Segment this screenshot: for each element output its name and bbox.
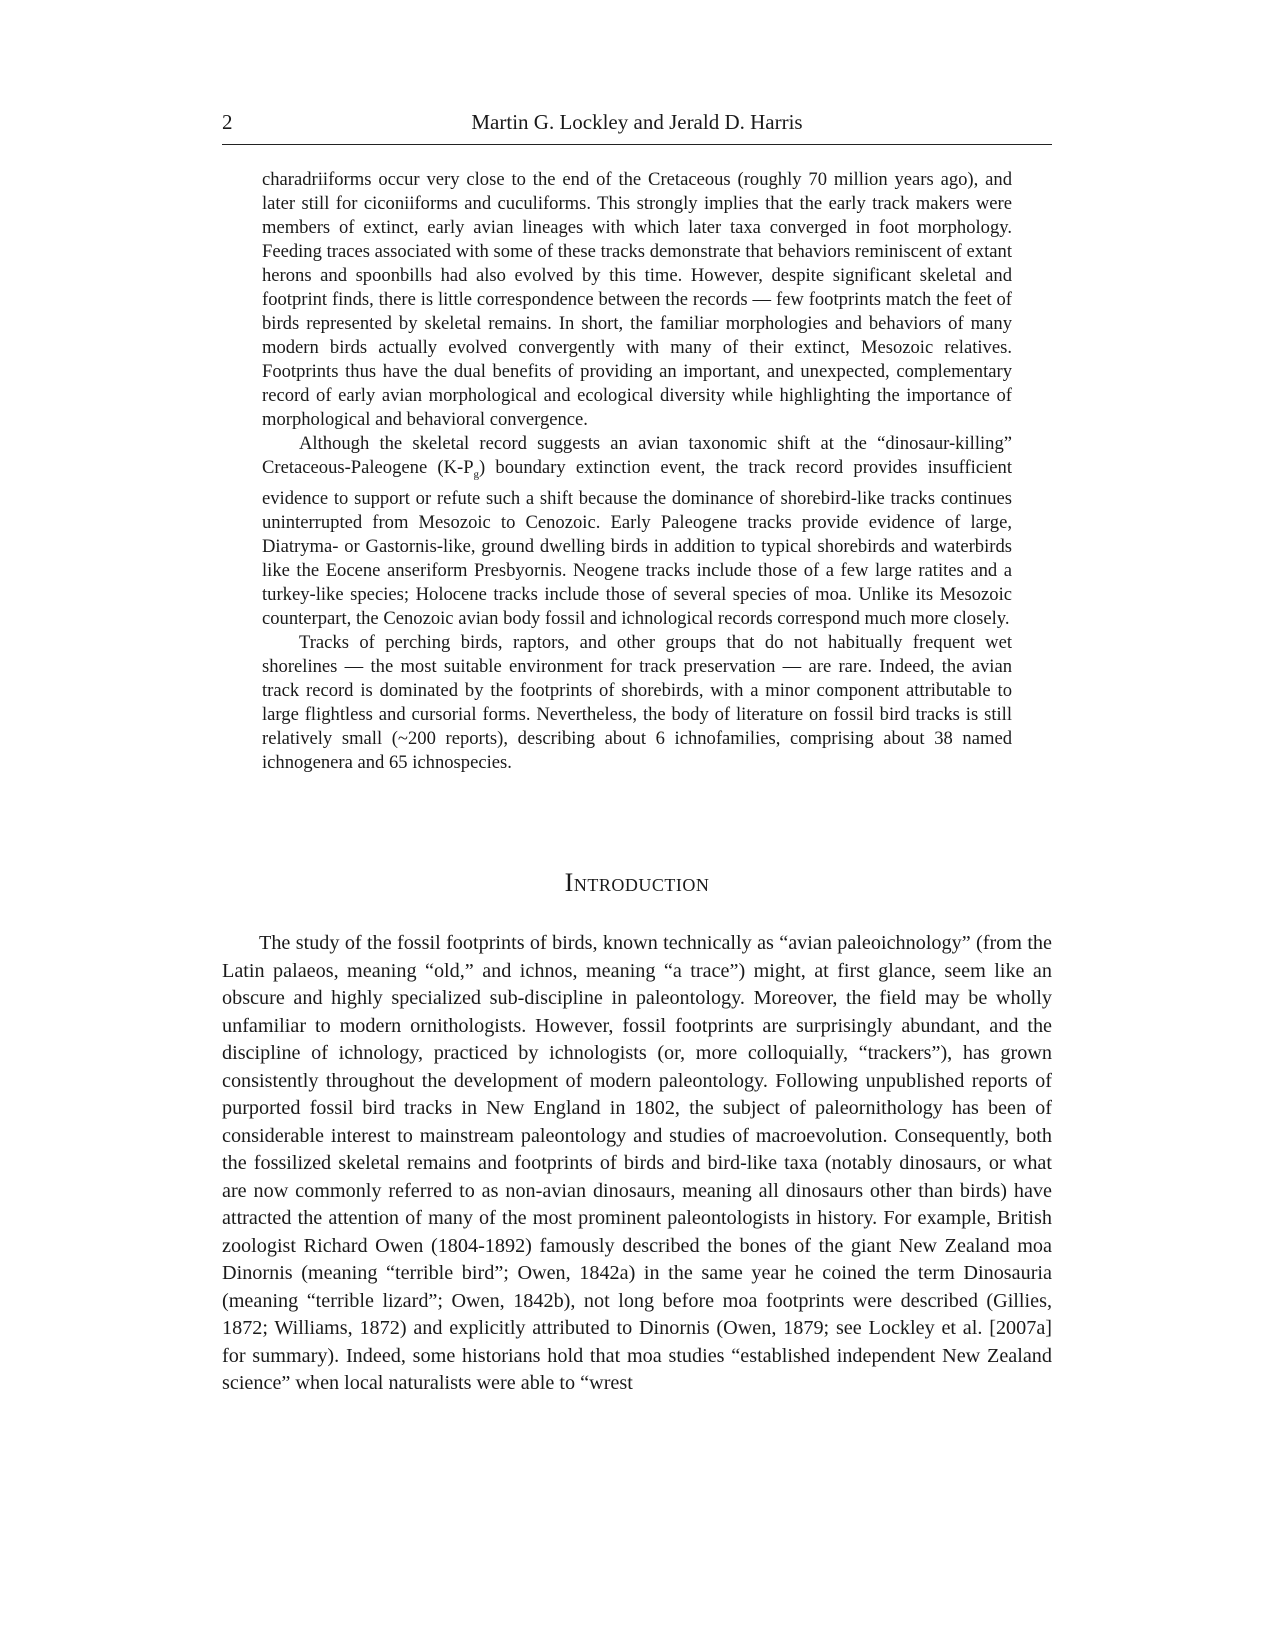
page-header <box>222 106 1052 145</box>
running-head: Martin G. Lockley and Jerald D. Harris <box>471 110 803 134</box>
abstract-p2-text-a: Although the skeletal record suggests an avian taxonomic shift at the “dinosaur-killing” Cretaceous-Paleogene (K-P <box>262 433 1012 478</box>
abstract-p2-text-b: ) boundary extinction event, the track record provides insufficient evidence to support or refute such a shift because the dominance of shorebird-like tracks continues uninterrupted from Mesozoic to Cenozoic. Early Paleogene tracks provide evidence of large, Diatryma- or Gastornis-like, ground dwelling birds in addition to typical shorebirds and waterbirds like the Eocene anseriform Presbyornis. Neogene tracks include those of a few large ratites and a turkey-like species; Holocene tracks include those of several species of moa. Unlike its Mesozoic counterpart, the Cenozoic avian body fossil and ichnological records correspond much more closely. <box>262 457 1012 629</box>
abstract <box>262 168 1012 775</box>
page-number: 2 <box>222 110 233 134</box>
section-heading: Introduction <box>564 868 710 897</box>
abstract-paragraph-3: Tracks of perching birds, raptors, and other groups that do not habitually frequent wet shorelines — the most suitable environment for track preservation — are rare. Indeed, the avian track record is dominated by the footprints of shorebirds, with a minor component attributable to large flightless and cursorial forms. Nevertheless, the body of literature on fossil bird tracks is still relatively small (~200 reports), describing about 6 ichnofamilies, comprising about 38 named ichnogenera and 65 ichnospecies. <box>262 631 1012 773</box>
abstract-p2-subscript: g <box>473 468 480 481</box>
introduction-body <box>222 930 1052 1398</box>
abstract-paragraph-1: charadriiforms occur very close to the end of the Cretaceous (roughly 70 million years ago), and later still for ciconiiforms and cuculiforms. This strongly implies that the early track makers were members of extinct, early avian lineages with which later taxa converged in foot morphology. Feeding traces associated with some of these tracks demonstrate that behaviors reminiscent of extant herons and spoonbills had also evolved by this time. However, despite significant skeletal and footprint finds, there is little correspondence between the records — few footprints match the feet of birds represented by skeletal remains. In short, the familiar morphologies and behaviors of many modern birds actually evolved convergently with many of their extinct, Mesozoic relatives. Footprints thus have the dual benefits of providing an important, and unexpected, complementary record of early avian morphological and ecological diversity while highlighting the importance of morphological and behavioral convergence. <box>262 169 1012 430</box>
intro-paragraph-1: The study of the fossil footprints of birds, known technically as “avian paleoichnology” (from the Latin palaeos, meaning “old,” and ichnos, meaning “a trace”) might, at first glance, seem like an obscure and highly specialized sub-discipline in paleontology. Moreover, the field may be wholly unfamiliar to modern ornithologists. However, fossil footprints are surprisingly abundant, and the discipline of ichnology, practiced by ichnologists (or, more colloquially, “trackers”), has grown consistently throughout the development of modern paleontology. Following unpublished reports of purported fossil bird tracks in New England in 1802, the subject of paleornithology has been of considerable interest to mainstream paleontology and studies of macroevolution. Consequently, both the fossilized skeletal remains and footprints of birds and bird-like taxa (notably dinosaurs, or what are now commonly referred to as non-avian dinosaurs, meaning all dinosaurs other than birds) have attracted the attention of many of the most prominent paleontologists in history. For example, British zoologist Richard Owen (1804-1892) famously described the bones of the giant New Zealand moa Dinornis (meaning “terrible bird”; Owen, 1842a) in the same year he coined the term Dinosauria (meaning “terrible lizard”; Owen, 1842b), not long before moa footprints were described (Gillies, 1872; Williams, 1872) and explicitly attributed to Dinornis (Owen, 1879; see Lockley et al. [2007a] for summary). Indeed, some historians hold that moa studies “established independent New Zealand science” when local naturalists were able to “wrest <box>222 932 1052 1394</box>
abstract-paragraph-2 <box>262 432 1012 631</box>
